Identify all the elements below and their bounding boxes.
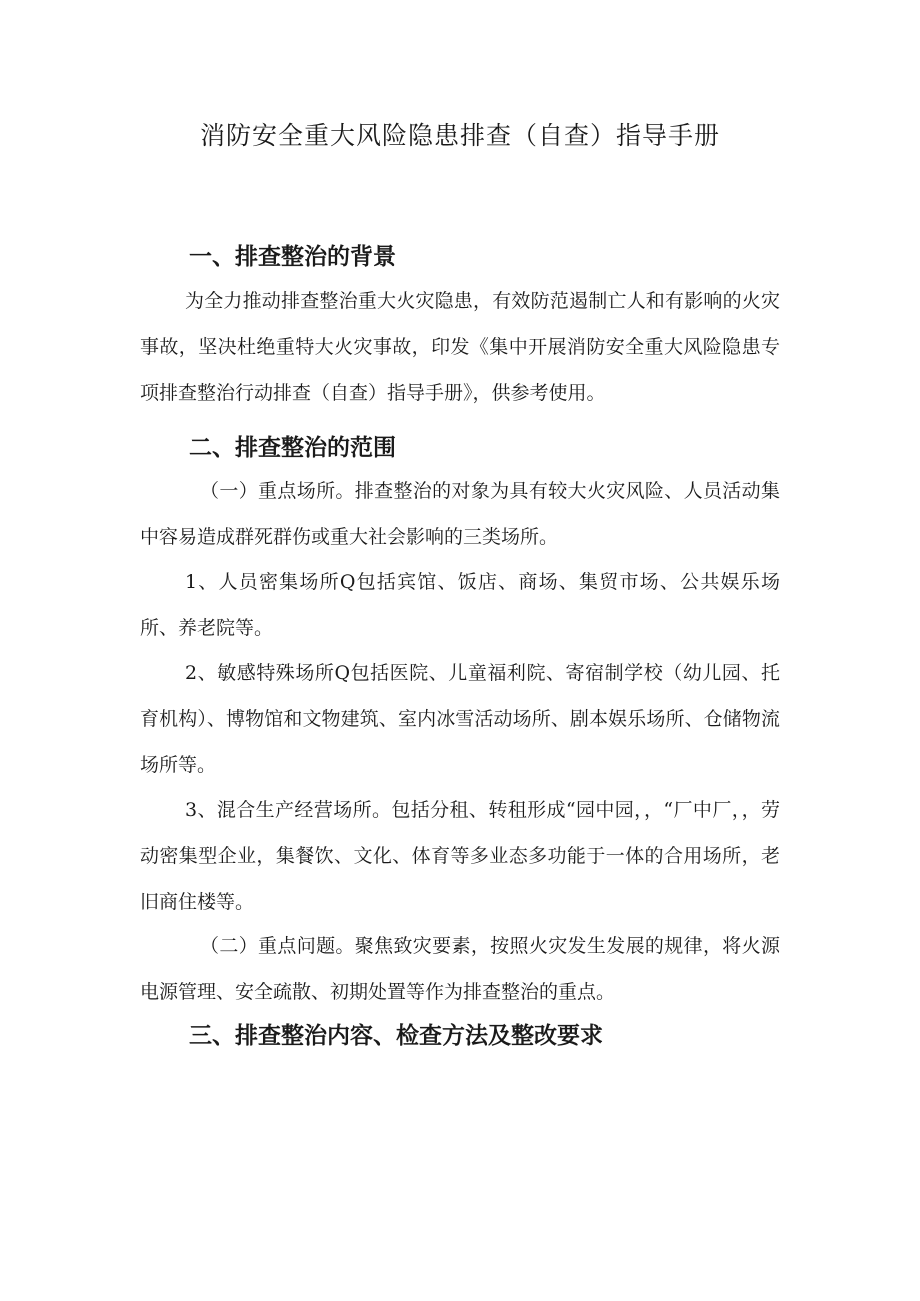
- paragraph-key-issues: （二）重点问题。聚焦致灾要素，按照火灾发生发展的规律，将火源电源管理、安全疏散、初期处置等作为排查整治的重点。: [140, 935, 780, 1003]
- section-heading-scope: 二、排查整治的范围: [189, 435, 396, 461]
- paragraph-mixed-use-places: 3、混合生产经营场所。包括分租、转租形成“园中园，，“厂中厂，，劳动密集型企业，集餐饮、文化、体育等多业态多功能于一体的合用场所，老旧商住楼等。: [140, 799, 780, 913]
- paragraph-key-places: （一）重点场所。排查整治的对象为具有较大火灾风险、人员活动集中容易造成群死群伤或重大社会影响的三类场所。: [140, 480, 780, 548]
- paragraph-sensitive-places: 2、敏感特殊场所Q包括医院、儿童福利院、寄宿制学校（幼儿园、托育机构）、博物馆和文物建筑、室内冰雪活动场所、剧本娱乐场所、仓储物流场所等。: [140, 662, 780, 776]
- paragraph-crowded-places: 1、人员密集场所Q包括宾馆、饭店、商场、集贸市场、公共娱乐场所、养老院等。: [140, 571, 780, 639]
- document-title: 消防安全重大风险隐患排查（自查）指导手册: [199, 121, 720, 150]
- section-heading-content: 三、排查整治内容、检查方法及整改要求: [189, 1023, 603, 1049]
- section-heading-background: 一、排查整治的背景: [189, 244, 396, 270]
- paragraph-background: 为全力推动排查整治重大火灾隐患，有效防范遏制亡人和有影响的火灾事故，坚决杜绝重特大火灾事故，印发《集中开展消防安全重大风险隐患专项排查整治行动排查（自查）指导手册》，供参考使用。: [140, 290, 780, 404]
